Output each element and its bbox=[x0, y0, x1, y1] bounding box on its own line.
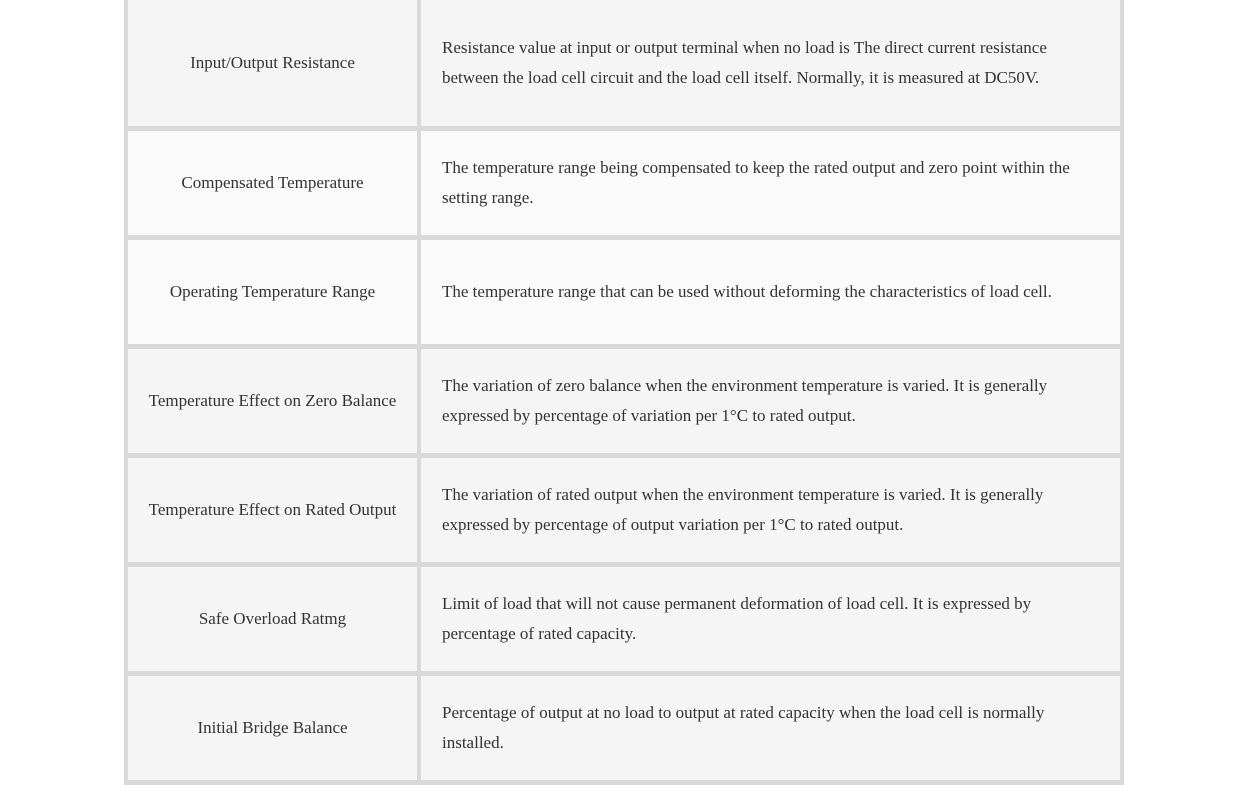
term-cell: Compensated Temperature bbox=[124, 131, 421, 240]
table-row bbox=[124, 676, 1124, 785]
specification-table bbox=[124, 0, 1124, 785]
table-row bbox=[124, 131, 1124, 240]
term-cell: Initial Bridge Balance bbox=[124, 676, 421, 785]
table-row bbox=[124, 349, 1124, 458]
description-cell: The temperature range being compensated to keep the rated output and zero point within the setting range. bbox=[421, 131, 1124, 240]
term-cell: Safe Overload Ratmg bbox=[124, 567, 421, 676]
description-cell: Percentage of output at no load to output at rated capacity when the load cell is normally installed. bbox=[421, 676, 1124, 785]
specification-table-body bbox=[124, 0, 1124, 785]
table-row bbox=[124, 458, 1124, 567]
description-cell: The temperature range that can be used without deforming the characteristics of load cell. bbox=[421, 240, 1124, 349]
table-row bbox=[124, 567, 1124, 676]
description-cell: Limit of load that will not cause permanent deformation of load cell. It is expressed by percentage of rated capacity. bbox=[421, 567, 1124, 676]
term-cell: Temperature Effect on Zero Balance bbox=[124, 349, 421, 458]
description-cell: The variation of zero balance when the environment temperature is varied. It is generally expressed by percentage of variation per 1°C to rated output. bbox=[421, 349, 1124, 458]
term-cell: Input/Output Resistance bbox=[124, 0, 421, 131]
table-row bbox=[124, 240, 1124, 349]
description-cell: Resistance value at input or output terminal when no load is The direct current resistance between the load cell circuit and the load cell itself. Normally, it is measured at DC50V. bbox=[421, 0, 1124, 131]
term-cell: Temperature Effect on Rated Output bbox=[124, 458, 421, 567]
term-cell: Operating Temperature Range bbox=[124, 240, 421, 349]
description-cell: The variation of rated output when the environment temperature is varied. It is generally expressed by percentage of output variation per 1°C to rated output. bbox=[421, 458, 1124, 567]
table-row bbox=[124, 0, 1124, 131]
